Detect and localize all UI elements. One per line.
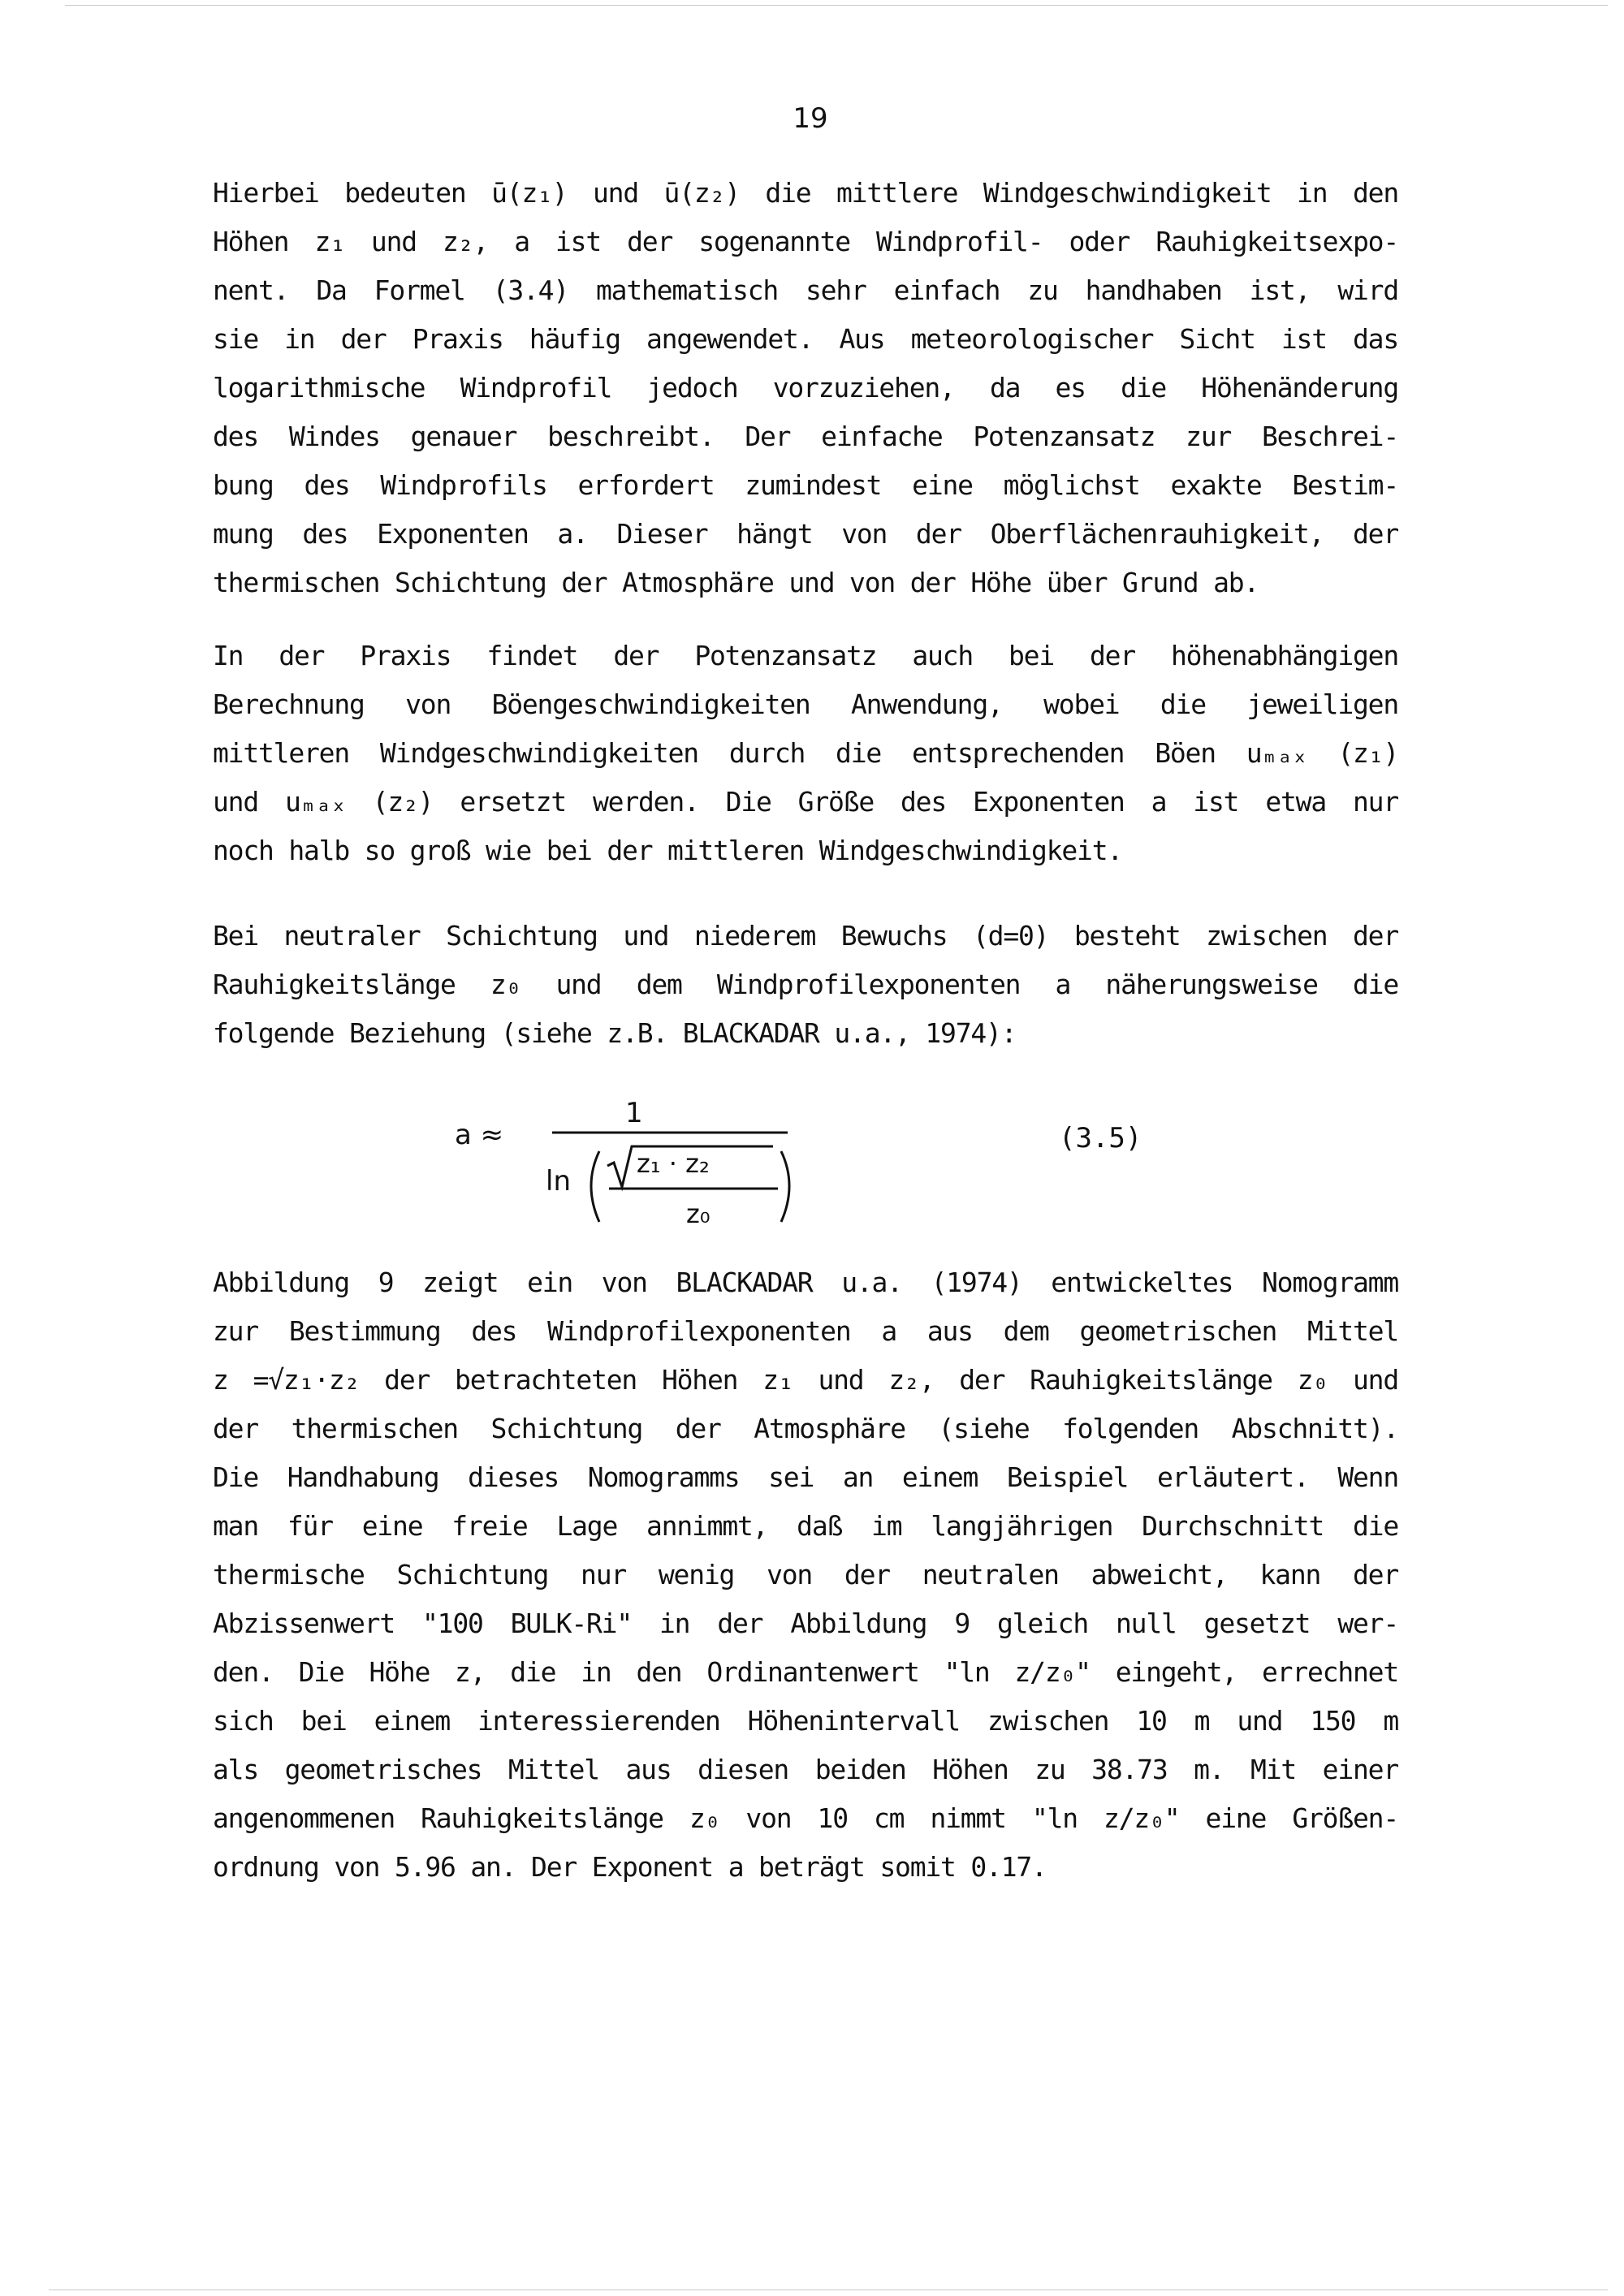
text-line: In der Praxis findet der Potenzansatz auch bei der höhenabhängigen: [213, 640, 1398, 671]
text-line: bung des Windprofils erfordert zumindest eine möglichst exakte Bestim-: [213, 469, 1398, 501]
text-line: als geometrisches Mittel aus diesen beiden Höhen zu 38.73 m. Mit einer: [213, 1754, 1398, 1785]
text-line: folgende Beziehung (siehe z.B. BLACKADAR u.a., 1974):: [213, 1017, 1017, 1049]
text-line: z =√z₁·z₂ der betrachteten Höhen z₁ und z₂, der Rauhigkeitslänge z₀ und: [213, 1364, 1398, 1396]
formula-inner-denominator: z₀: [686, 1198, 710, 1229]
text-line: Abzissenwert "100 BULK-Ri" in der Abbildung 9 gleich null gesetzt wer-: [213, 1608, 1398, 1639]
text-line: ordnung von 5.96 an. Der Exponent a beträgt somit 0.17.: [213, 1851, 1047, 1883]
text-line: und uₘₐₓ (z₂) ersetzt werden. Die Größe des Exponenten a ist etwa nur: [213, 786, 1398, 818]
formula-lhs: a ≈: [455, 1119, 504, 1151]
text-line: Rauhigkeitslänge z₀ und dem Windprofilexponenten a näherungsweise die: [213, 969, 1398, 1000]
text-line: Höhen z₁ und z₂, a ist der sogenannte Windprofil- oder Rauhigkeitsexpo-: [213, 226, 1398, 257]
text-line: der thermischen Schichtung der Atmosphäre (siehe folgenden Abschnitt).: [213, 1413, 1398, 1444]
left-paren: [591, 1151, 599, 1222]
formula-3-5: [455, 1088, 1186, 1242]
formula-inner-numerator: z₁ · z₂: [637, 1148, 710, 1179]
text-line: mittleren Windgeschwindigkeiten durch die entsprechenden Böen uₘₐₓ (z₁): [213, 737, 1398, 769]
text-line: man für eine freie Lage annimmt, daß im langjährigen Durchschnitt die: [213, 1510, 1398, 1542]
text-line: Abbildung 9 zeigt ein von BLACKADAR u.a. (1974) entwickeltes Nomogramm: [213, 1267, 1398, 1298]
text-line: des Windes genauer beschreibt. Der einfache Potenzansatz zur Beschrei-: [213, 421, 1398, 452]
paragraph-3: [213, 912, 1398, 1058]
text-line: Die Handhabung dieses Nomogramms sei an einem Beispiel erläutert. Wenn: [213, 1461, 1398, 1493]
text-line: angenommenen Rauhigkeitslänge z₀ von 10 cm nimmt "ln z/z₀" eine Größen-: [213, 1802, 1398, 1834]
text-line: thermische Schichtung nur wenig von der neutralen abweicht, kann der: [213, 1559, 1398, 1590]
scan-edge-top: [65, 5, 1608, 6]
equation-number: (3.5): [1059, 1122, 1142, 1154]
text-line: zur Bestimmung des Windprofilexponenten a aus dem geometrischen Mittel: [213, 1315, 1398, 1347]
text-line: thermischen Schichtung der Atmosphäre und von der Höhe über Grund ab.: [213, 567, 1259, 598]
text-line: Bei neutraler Schichtung und niederem Bewuchs (d=0) besteht zwischen der: [213, 920, 1398, 952]
paragraph-2: [213, 632, 1398, 875]
page-number: 19: [793, 102, 828, 135]
text-line: sie in der Praxis häufig angewendet. Aus meteorologischer Sicht ist das: [213, 323, 1398, 355]
text-line: den. Die Höhe z, die in den Ordinantenwert "ln z/z₀" eingeht, errechnet: [213, 1656, 1398, 1688]
formula-numerator: 1: [625, 1097, 643, 1129]
text-line: sich bei einem interessierenden Höhenintervall zwischen 10 m und 150 m: [213, 1705, 1398, 1737]
paragraph-1: [213, 169, 1398, 607]
right-paren: [781, 1151, 789, 1222]
text-line: mung des Exponenten a. Dieser hängt von der Oberflächenrauhigkeit, der: [213, 518, 1398, 550]
text-line: noch halb so groß wie bei der mittleren Windgeschwindigkeit.: [213, 835, 1123, 866]
paragraph-4: [213, 1258, 1398, 1892]
text-line: nent. Da Formel (3.4) mathematisch sehr einfach zu handhaben ist, wird: [213, 274, 1398, 306]
formula-fraction: [455, 1088, 909, 1242]
text-line: Berechnung von Böengeschwindigkeiten Anwendung, wobei die jeweiligen: [213, 688, 1398, 720]
text-line: logarithmische Windprofil jedoch vorzuziehen, da es die Höhenänderung: [213, 372, 1398, 404]
text-line: Hierbei bedeuten ū(z₁) und ū(z₂) die mittlere Windgeschwindigkeit in den: [213, 177, 1398, 209]
formula-ln: ln: [546, 1165, 571, 1198]
